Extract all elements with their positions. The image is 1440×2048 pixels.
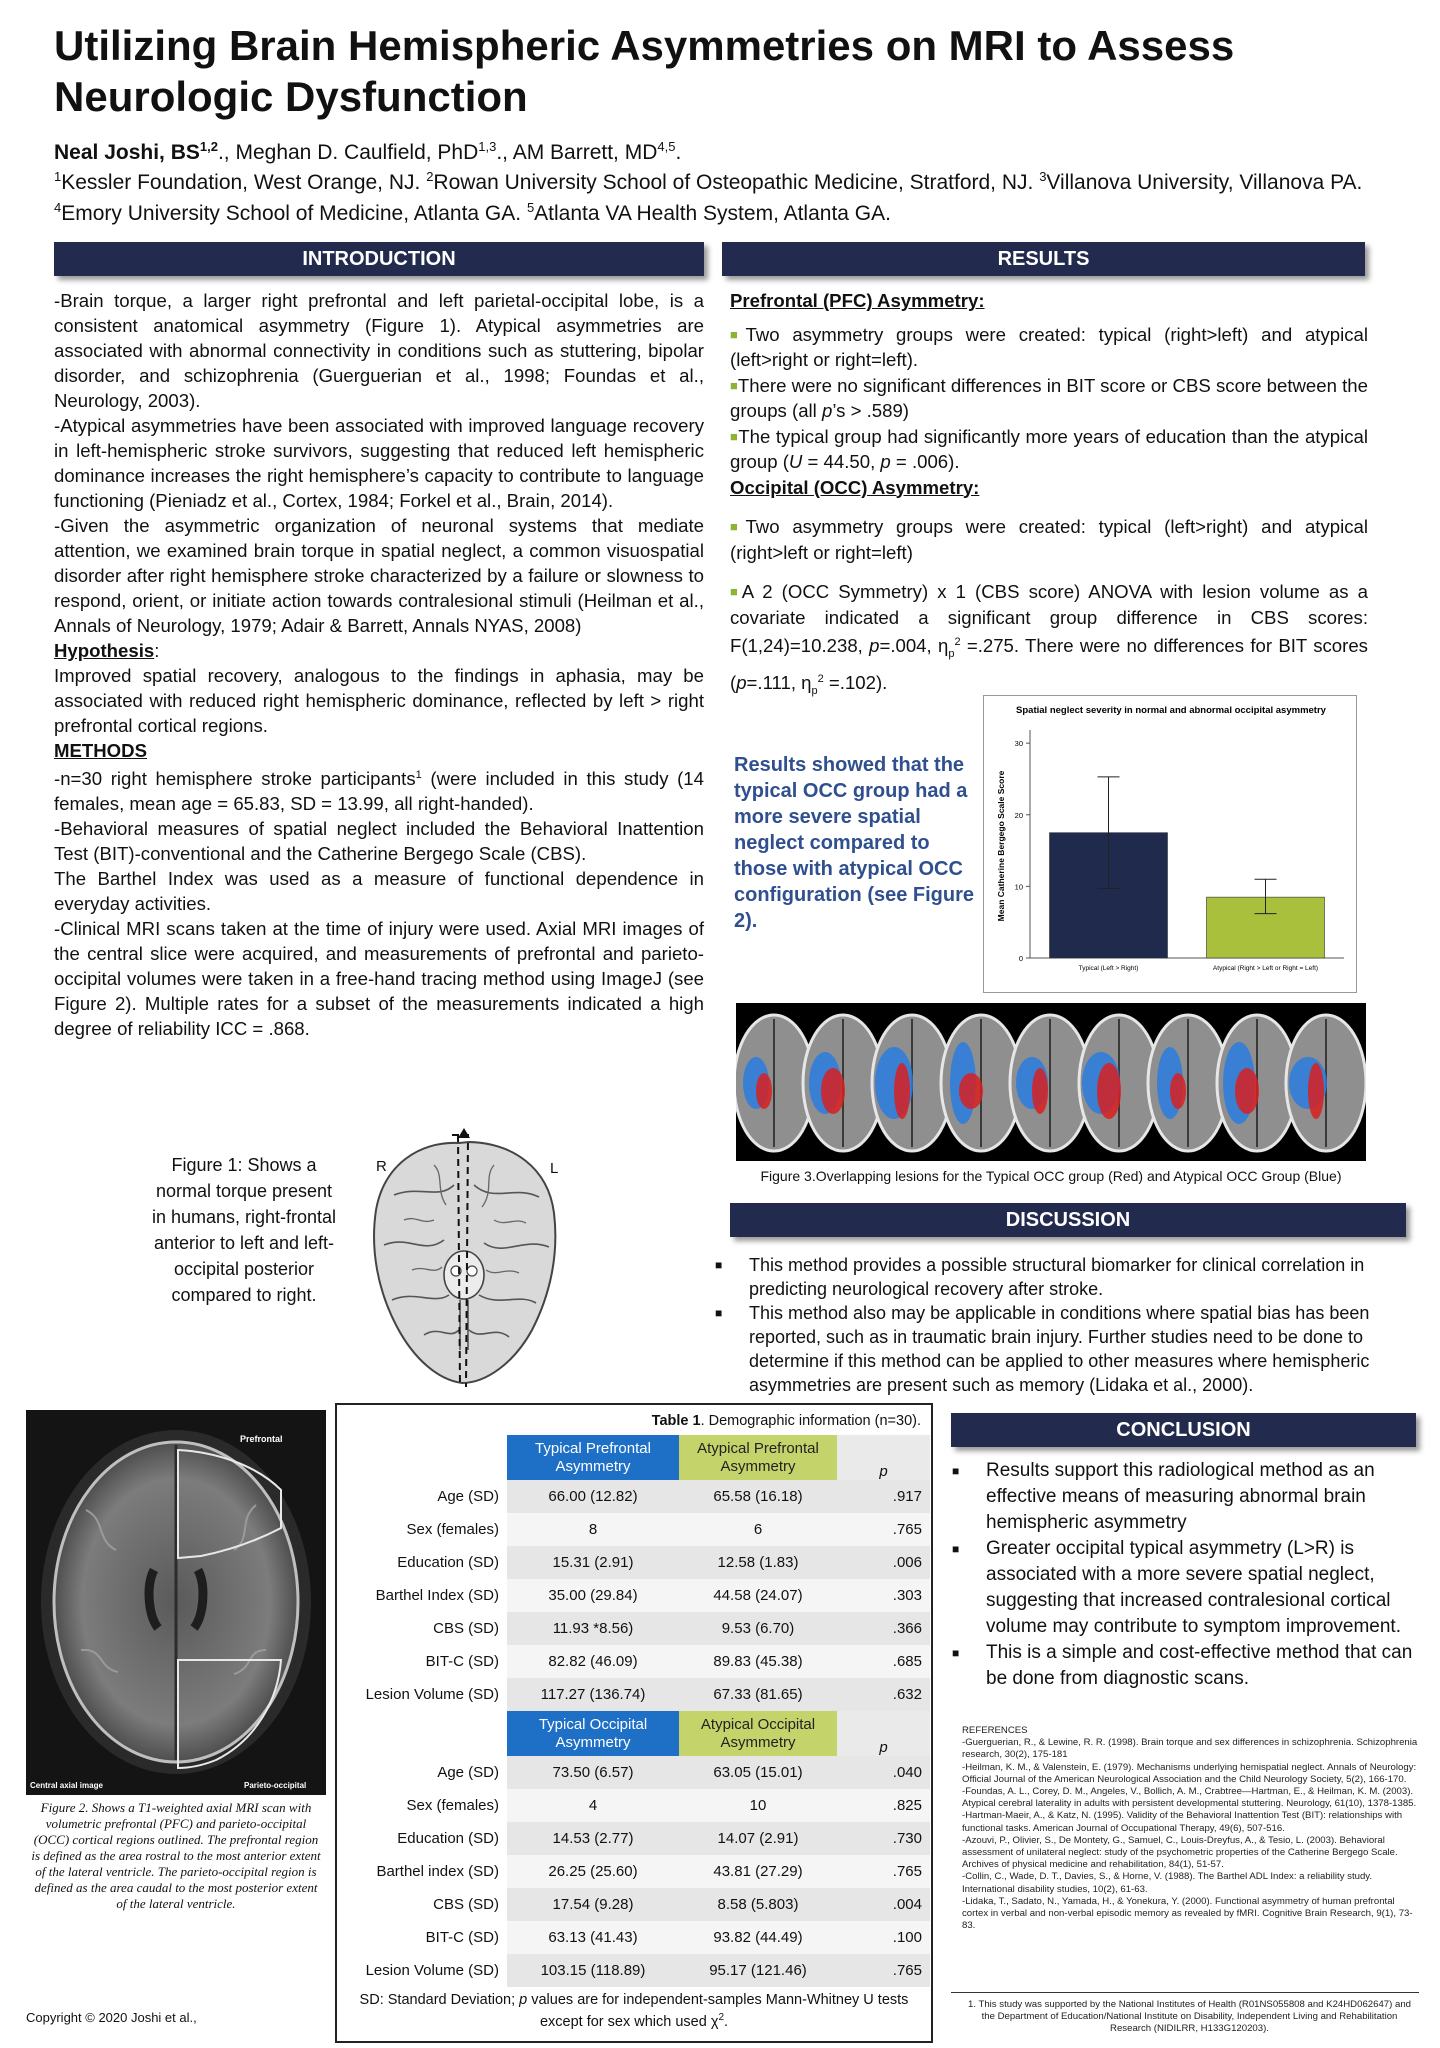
italic-p: p <box>821 400 833 421</box>
table-footer <box>349 1991 919 2031</box>
row-label: Sex (females) <box>340 1513 507 1546</box>
results-body <box>730 288 1368 705</box>
p-value: .765 <box>837 1954 930 1987</box>
eta-subscript: p <box>948 647 955 660</box>
square-bullet-icon: ■ <box>715 1306 723 1320</box>
figure2-label-parieto: Parieto-occipital <box>244 1781 307 1790</box>
brain-underside-illustration <box>364 1125 564 1395</box>
x-category-label: Atypical (Right > Left or Right = Left) <box>1212 965 1319 972</box>
table-header-row <box>340 1435 930 1480</box>
green-square-icon: ■ <box>730 584 742 599</box>
row-label: Sex (females) <box>340 1789 507 1822</box>
x-category-label: Typical (Left > Right) <box>1078 965 1139 972</box>
hypothesis-label-line <box>54 638 704 663</box>
affiliation-text: Kessler Foundation, West Orange, NJ. <box>61 171 427 194</box>
y-tick-label: 0 <box>1018 954 1023 963</box>
affiliation-text: Emory University School of Medicine, Atlanta GA. <box>61 202 527 225</box>
header-p: p <box>837 1435 930 1480</box>
reference-item: -Foundas, A. L., Corey, D. M., Angeles, V., Bollich, A. M., Crabtree—Hartman, E., & Heilman, K. M. (2003). Atypical cerebral laterality in adults with persistent developmental stuttering. Neurology, 61(10), 1378-1385. <box>962 1786 1417 1810</box>
row-label: Education (SD) <box>340 1546 507 1579</box>
p-value: .917 <box>837 1480 930 1513</box>
discussion-item-text: This method also may be applicable in conditions where spatial bias has been reported, such as in traumatic brain injury. Further studies need to be done to determine if this method can be applied to other measures where hemispheric asymmetries are present such as memory (Lidaka et al., 2000). <box>749 1303 1370 1395</box>
reference-item: -Hartman-Maeir, A., & Katz, N. (1995). Validity of the Behavioral Inattention Test (BIT): relationships with functional tasks. American Journal of Occupational Therapy, 49(6), 507-516. <box>962 1810 1403 1834</box>
mri-slice <box>1286 1015 1366 1151</box>
row-label: CBS (SD) <box>340 1612 507 1645</box>
pfc-bullet <box>730 322 1368 373</box>
conclusion-heading: CONCLUSION <box>951 1413 1416 1447</box>
pfc-bullet-text: There were no significant differences in BIT score or CBS score between the groups (all <box>730 374 1368 421</box>
cell-value: 43.81 (27.29) <box>679 1855 837 1888</box>
conclusion-item <box>952 1458 1422 1536</box>
methods-paragraph: -Clinical MRI scans taken at the time of injury were used. Axial MRI images of the central slice were acquired, and measurements of prefrontal and parieto-occipital volumes were taken in a free-hand tracing method using ImageJ (see Figure 2). Multiple rates for a subset of the measurements indicated a high degree of reliability ICC = .868. <box>54 918 704 1040</box>
methods-label-line <box>54 738 704 763</box>
cell-value: 8.58 (5.803) <box>679 1888 837 1921</box>
row-label: Age (SD) <box>340 1756 507 1789</box>
cell-value: 66.00 (12.82) <box>507 1480 679 1513</box>
introduction-heading: INTRODUCTION <box>54 242 704 276</box>
conclusion-item <box>952 1640 1422 1692</box>
cell-value: 10 <box>679 1789 837 1822</box>
pfc-table-body <box>340 1435 930 1711</box>
eta-superscript: 2 <box>954 636 961 648</box>
cell-value: 73.50 (6.57) <box>507 1756 679 1789</box>
p-value: .366 <box>837 1612 930 1645</box>
discussion-heading: DISCUSSION <box>730 1203 1406 1237</box>
green-square-icon: ■ <box>730 428 739 444</box>
references <box>962 1725 1422 1932</box>
intro-paragraph: -Atypical asymmetries have been associated with improved language recovery in left-hemispheric stroke survivors, suggesting that reduced left hemispheric dominance increases the right hemisphere’s capacity to contribute to language functioning (Pieniadz et al., Cortex, 1984; Forkel et al., Brain, 2014). <box>54 415 704 511</box>
cell-value: 93.82 (44.49) <box>679 1921 837 1954</box>
cell-value: 15.31 (2.91) <box>507 1546 679 1579</box>
references-heading: REFERENCES <box>962 1725 1028 1736</box>
figure3-caption: Figure 3.Overlapping lesions for the Typical OCC group (Red) and Atypical OCC Group (Blue) <box>760 1168 1342 1184</box>
discussion-item <box>715 1253 1413 1301</box>
cell-value: 14.07 (2.91) <box>679 1822 837 1855</box>
occ-row <box>340 1921 930 1954</box>
cell-value: 82.82 (46.09) <box>507 1645 679 1678</box>
pfc-bullet-text: = 44.50, <box>802 451 881 472</box>
figure3-lesion-overlay <box>736 1003 1366 1161</box>
green-square-icon: ■ <box>730 326 746 342</box>
pfc-bullet <box>730 424 1368 475</box>
affiliation-superscript: 5 <box>526 200 535 215</box>
table-footer-text: . <box>724 2014 729 2030</box>
figure1-label-left: L <box>550 1160 559 1177</box>
occ-bullet-text: =.111, η <box>746 672 812 694</box>
italic-p: p <box>880 451 891 472</box>
mri-axial-slice <box>26 1410 326 1795</box>
cell-value: 95.17 (121.46) <box>679 1954 837 1987</box>
header-atypical-prefrontal: Atypical Prefrontal Asymmetry <box>679 1435 837 1480</box>
p-value: .004 <box>837 1888 930 1921</box>
pfc-row <box>340 1579 930 1612</box>
methods-text: (were included in this study (14 females, mean age = 65.83, SD = 13.99, all right-handed). <box>54 768 704 815</box>
pfc-subheading: Prefrontal (PFC) Asymmetry: <box>730 290 985 311</box>
row-label: Lesion Volume (SD) <box>340 1678 507 1711</box>
cell-value: 9.53 (6.70) <box>679 1612 837 1645</box>
discussion-item <box>715 1301 1413 1397</box>
p-value: .825 <box>837 1789 930 1822</box>
p-value: .730 <box>837 1822 930 1855</box>
figure2-mri-image <box>26 1410 326 1795</box>
square-bullet-icon: ■ <box>952 1646 960 1660</box>
table-footer-sup: 2 <box>718 2012 724 2024</box>
cbs-bar-chart <box>983 695 1357 993</box>
figure1-caption: Figure 1: Shows a normal torque present in humans, right-frontal anterior to left and left-occipital posterior compared to right. <box>151 1155 337 1305</box>
author-line <box>54 134 1394 165</box>
cell-value: 4 <box>507 1789 679 1822</box>
reference-item: -Heilman, K. M., & Valenstein, E. (1979). Mechanisms underlying hemispatial neglect. Annals of Neurology: Official Journal of the American Neurological Association and the Child Neurology Society, 5(2), 166-170. <box>962 1761 1417 1785</box>
cell-value: 12.58 (1.83) <box>679 1546 837 1579</box>
funding-footnote: 1. This study was supported by the National Institutes of Health (R01NS055808 and K24HD062647) and the Department of Education/National Institute on Disability, Independent Living and Rehabilitation Research (NIDILRR, H133G120203). <box>967 1999 1411 2035</box>
chart-ylabel: Mean Catherine Bergego Scale Score <box>996 770 1006 922</box>
p-value: .685 <box>837 1645 930 1678</box>
author-text: ., Meghan D. Caulfield, PhD <box>217 141 479 164</box>
references-list <box>962 1737 1422 1932</box>
table-footer-italic: p <box>519 1992 528 2009</box>
affiliation-text: Villanova University, Villanova PA. <box>1046 171 1363 194</box>
pfc-row <box>340 1645 930 1678</box>
first-author: Neal Joshi, BS <box>54 141 200 164</box>
p-value: .100 <box>837 1921 930 1954</box>
row-label: Education (SD) <box>340 1822 507 1855</box>
row-label: CBS (SD) <box>340 1888 507 1921</box>
cell-value: 14.53 (2.77) <box>507 1822 679 1855</box>
square-bullet-icon: ■ <box>952 1464 960 1478</box>
row-label: BIT-C (SD) <box>340 1921 507 1954</box>
table-header-row <box>340 1711 930 1756</box>
cell-value: 35.00 (29.84) <box>507 1579 679 1612</box>
affiliations <box>54 164 1394 226</box>
chart-title: Spatial neglect severity in normal and abnormal occipital asymmetry <box>1016 705 1326 716</box>
affiliation-superscript: 2 <box>426 169 434 184</box>
occ-row <box>340 1855 930 1888</box>
cell-value: 117.27 (136.74) <box>507 1678 679 1711</box>
occ-bullet-text: A 2 (OCC Symmetry) x 1 (CBS score) ANOVA with lesion volume as a covariate indicated a significant group difference in CBS scores: F(1,24)=10.238, <box>730 581 1368 657</box>
cell-value: 11.93 *8.56) <box>507 1612 679 1645</box>
author-superscript: 4,5 <box>657 139 676 154</box>
hypothesis-colon: : <box>154 640 160 661</box>
figure2-caption: Figure 2. Shows a T1-weighted axial MRI scan with volumetric prefrontal (PFC) and parieto-occipital (OCC) cortical regions outlined. The prefrontal region is defined as the area rostral to the most anterior extent of the lateral ventricle. The parieto-occipital region is defined as the area caudal to the most posterior extent of the lateral ventricle. <box>31 1800 321 1911</box>
discussion-item-text: This method provides a possible structural biomarker for clinical correlation in predicting neurological recovery after stroke. <box>749 1255 1365 1299</box>
occ-bullet-text: =.102). <box>823 672 888 694</box>
figure2-label-prefrontal: Prefrontal <box>240 1434 283 1444</box>
pfc-bullet-text: Two asymmetry groups were created: typical (right>left) and atypical (left>right or right=left). <box>730 323 1368 370</box>
cell-value: 44.58 (24.07) <box>679 1579 837 1612</box>
cell-value: 63.13 (41.43) <box>507 1921 679 1954</box>
p-value: .303 <box>837 1579 930 1612</box>
row-label: Barthel index (SD) <box>340 1855 507 1888</box>
conclusion-item-text: Greater occipital typical asymmetry (L>R) is associated with a more severe spatial neglect, suggesting that increased contralesional cortical volume may contribute to symptom improvement. <box>986 1538 1401 1637</box>
occ-bullet-text: =.275. There were no differences for BIT scores ( <box>730 635 1368 694</box>
methods-paragraph: The Barthel Index was used as a measure of functional dependence in everyday activities. <box>54 868 704 915</box>
methods-text: -n=30 right hemisphere stroke participants <box>54 768 416 790</box>
header-p: p <box>837 1711 930 1756</box>
square-bullet-icon: ■ <box>952 1542 960 1556</box>
pfc-bullet <box>730 373 1368 424</box>
copyright: Copyright © 2020 Joshi et al., <box>26 2010 197 2025</box>
table-footer-text: SD: Standard Deviation; <box>359 1992 520 2009</box>
table-footer-text: values are for independent-samples Mann-Whitney U tests except for sex which used χ <box>527 1992 909 2030</box>
poster-title: Utilizing Brain Hemispheric Asymmetries on MRI to Assess Neurologic Dysfunction <box>54 22 1235 120</box>
occ-subheading: Occipital (OCC) Asymmetry: <box>730 476 980 498</box>
affiliation-superscript: 4 <box>54 200 62 215</box>
eta-superscript: 2 <box>817 673 824 686</box>
y-tick-label: 10 <box>1014 882 1023 892</box>
methods-paragraph: -Behavioral measures of spatial neglect included the Behavioral Inattention Test (BIT)-conventional and the Catherine Bergego Scale (CBS). <box>54 818 704 865</box>
cell-value: 89.83 (45.38) <box>679 1645 837 1678</box>
discussion-list <box>715 1253 1413 1397</box>
methods-paragraph <box>54 763 704 816</box>
p-value: .765 <box>837 1855 930 1888</box>
header-typical-occipital: Typical Occipital Asymmetry <box>507 1711 679 1756</box>
green-square-icon: ■ <box>730 519 746 534</box>
row-label: Age (SD) <box>340 1480 507 1513</box>
pfc-row <box>340 1480 930 1513</box>
pfc-bullet-text: = .006). <box>890 451 960 472</box>
author-text: ., AM Barrett, MD <box>496 141 658 164</box>
cell-value: 67.33 (81.65) <box>679 1678 837 1711</box>
cell-value: 103.15 (118.89) <box>507 1954 679 1987</box>
y-tick-label: 20 <box>1014 810 1023 820</box>
methods-footnote-marker: 1 <box>415 769 422 781</box>
row-label: BIT-C (SD) <box>340 1645 507 1678</box>
italic-p: p <box>736 672 747 694</box>
reference-item: -Azouvi, P., Olivier, S., De Montety, G., Samuel, C., Louis-Dreyfus, A., & Tesio, L. (2003). Behavioral assessment of unilateral neglect: study of the psychometric properties of the Catherine Bergego Scale. Archives of physical medicine and rehabilitation, 84(1), 51-57. <box>962 1834 1398 1871</box>
table-caption-bold: Table 1 <box>651 1413 701 1429</box>
green-square-icon: ■ <box>730 377 738 393</box>
pfc-row <box>340 1678 930 1711</box>
cell-value: 8 <box>507 1513 679 1546</box>
conclusion-item-text: Results support this radiological method as an effective means of measuring abnormal brain hemispheric asymmetry <box>986 1460 1375 1533</box>
methods-label: METHODS <box>54 740 147 761</box>
intro-paragraph: -Brain torque, a larger right prefrontal and left parietal-occipital lobe, is a consistent anatomical asymmetry (Figure 1). Atypical asymmetries are associated with abnormal connectivity in conditions such as stuttering, bipolar disorder, and schizophrenia (Guerguerian et al., 1998; Foundas et al., Neurology, 2003). <box>54 290 704 411</box>
hypothesis-text: Improved spatial recovery, analogous to the findings in aphasia, may be associated with reduced right hemispheric dominance, reflected by left > right prefrontal cortical regions. <box>54 665 704 736</box>
occ-bullet <box>730 514 1368 565</box>
hypothesis-label: Hypothesis <box>54 640 155 661</box>
reference-item: -Collin, C., Wade, D. T., Davies, S., & Horne, V. (1988). The Barthel ADL Index: a reliability study. International disability studies, 10(2), 61-63. <box>962 1871 1373 1895</box>
author-superscript: 1,3 <box>478 139 497 154</box>
affiliation-superscript: 3 <box>1039 169 1047 184</box>
occ-row <box>340 1822 930 1855</box>
conclusion-list <box>952 1458 1422 1692</box>
p-value: .040 <box>837 1756 930 1789</box>
pfc-row <box>340 1546 930 1579</box>
results-callout: Results showed that the typical OCC group had a more severe spatial neglect compared to those with atypical OCC configuration (see Figure 2). <box>734 754 975 932</box>
demographic-table-box <box>335 1403 933 2043</box>
occ-bullet <box>730 579 1368 705</box>
cell-value: 17.54 (9.28) <box>507 1888 679 1921</box>
demographic-table <box>340 1435 930 1987</box>
affiliation-text: Rowan University School of Osteopathic Medicine, Stratford, NJ. <box>433 171 1040 194</box>
intro-paragraph: -Given the asymmetric organization of neuronal systems that mediate attention, we examined brain torque in spatial neglect, a common visuospatial disorder after right hemisphere stroke characterized by a failure or slowness to respond, orient, or initiate action towards contralesional stimuli (Heilman et al., Annals of Neurology, 1979; Adair & Barrett, Annals NYAS, 2008) <box>54 515 704 636</box>
affiliation-superscript: 1 <box>54 169 62 184</box>
cell-value: 6 <box>679 1513 837 1546</box>
figure2-label-central: Central axial image <box>30 1781 103 1790</box>
row-label: Barthel Index (SD) <box>340 1579 507 1612</box>
p-value: .632 <box>837 1678 930 1711</box>
author-text: . <box>675 141 682 164</box>
conclusion-item-text: This is a simple and cost-effective method that can be done from diagnostic scans. <box>986 1642 1413 1689</box>
figure1-label-right: R <box>376 1158 387 1175</box>
italic-p: p <box>869 635 880 657</box>
figure1-brain-drawing <box>364 1125 564 1395</box>
eta-subscript: p <box>811 685 818 698</box>
cell-value: 26.25 (25.60) <box>507 1855 679 1888</box>
table-caption-text: . Demographic information (n=30). <box>700 1413 921 1429</box>
cell-value: 63.05 (15.01) <box>679 1756 837 1789</box>
italic-u: U <box>788 451 803 472</box>
occ-row <box>340 1756 930 1789</box>
lesion-overlay-slices <box>736 1003 1366 1161</box>
reference-item: -Lidaka, T., Sadato, N., Yamada, H., & Yonekura, Y. (2000). Functional asymmetry of human prefrontal cortex in verbal and non-verbal episodic memory as revealed by fMRI. Cognitive Brain Research, 9(1), 73-83. <box>962 1895 1413 1932</box>
square-bullet-icon: ■ <box>715 1258 723 1272</box>
pfc-row <box>340 1612 930 1645</box>
p-value: .006 <box>837 1546 930 1579</box>
occ-bullet-text: Two asymmetry groups were created: typical (left>right) and atypical (right>left or right=left) <box>730 516 1368 563</box>
conclusion-item <box>952 1536 1422 1640</box>
occ-row <box>340 1954 930 1987</box>
y-tick-label: 30 <box>1014 739 1023 749</box>
results-heading: RESULTS <box>722 242 1365 276</box>
row-label: Lesion Volume (SD) <box>340 1954 507 1987</box>
p-value: .765 <box>837 1513 930 1546</box>
table-caption <box>337 1405 931 1429</box>
occ-bullet-text: =.004, η <box>879 635 949 657</box>
cell-value: 65.58 (16.18) <box>679 1480 837 1513</box>
pfc-bullet-text: ’s > .589) <box>832 400 909 421</box>
affiliation-text: Atlanta VA Health System, Atlanta GA. <box>534 202 891 225</box>
header-atypical-occipital: Atypical Occipital Asymmetry <box>679 1711 837 1756</box>
bar-chart-svg <box>984 696 1358 994</box>
author-superscript: 1,2 <box>199 139 218 154</box>
reference-item: -Guerguerian, R., & Lewine, R. R. (1998). Brain torque and sex differences in schizophrenia. Schizophrenia research, 30(2), 175-181 <box>962 1737 1418 1761</box>
pfc-row <box>340 1513 930 1546</box>
occ-table-body <box>340 1711 930 1987</box>
introduction-body <box>54 288 704 1041</box>
occ-row <box>340 1789 930 1822</box>
pfc-bullet-text: The typical group had significantly more years of education than the atypical group ( <box>730 425 1368 472</box>
header-typical-prefrontal: Typical Prefrontal Asymmetry <box>507 1435 679 1480</box>
footnote-divider <box>951 1992 1419 1993</box>
occ-row <box>340 1888 930 1921</box>
